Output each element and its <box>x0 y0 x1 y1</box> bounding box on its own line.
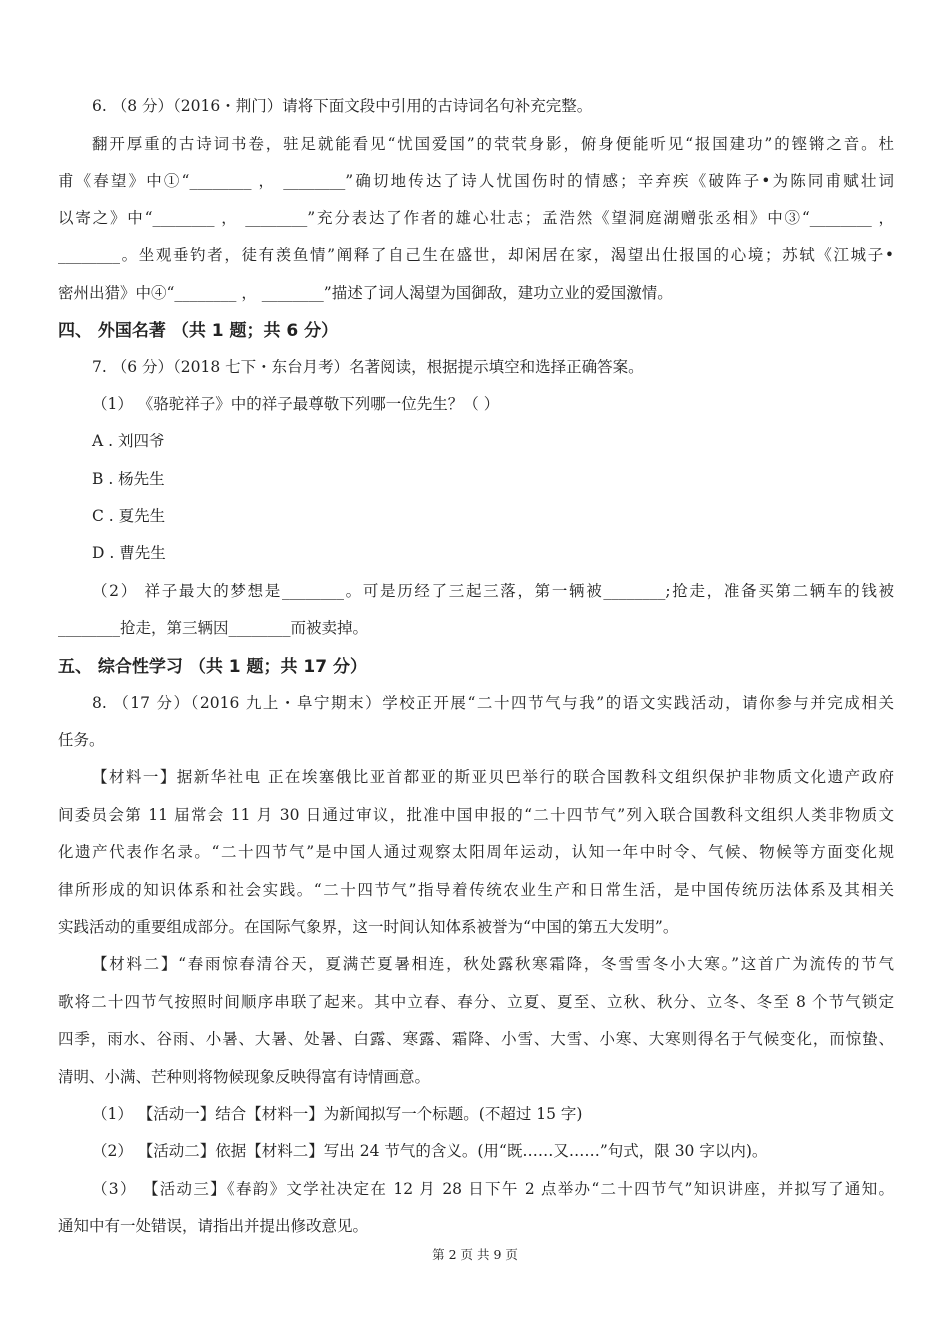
material-1-line: 化遗产代表作名录。“二十四节气”是中国人通过观察太阳周年运动，认知一年中时令、气候、物候等方面变化规 <box>58 843 894 861</box>
question-6-heading: 6. （8 分）（2016・荆门）请将下面文段中引用的古诗词名句补充完整。 <box>92 97 593 115</box>
question-6-line: 密州出猎》中④“________ ， ________”描述了词人渴望为国御敌，建功立业的爱国激情。 <box>58 284 673 302</box>
material-2-line: 四季，雨水、谷雨、小暑、大暑、处暑、白露、寒露、霜降、小雪、大雪、小寒、大寒则得名于气候变化，而惊蛰、 <box>58 1030 894 1048</box>
option-c: C . 夏先生 <box>92 507 166 525</box>
material-2-line: 清明、小满、芒种则将物候现象反映得富有诗情画意。 <box>58 1068 431 1086</box>
option-b: B . 杨先生 <box>92 470 165 488</box>
question-6-line: ________。坐观垂钓者，徒有羡鱼情”阐释了自己生在盛世，却闲居在家，渴望出仕报国的心境；苏轼《江城子• <box>58 246 894 264</box>
question-6-line: 以寄之》中“________ ， ________”充分表达了作者的雄心壮志；孟浩然《望洞庭湖赠张丞相》中③“________ ， <box>58 209 894 227</box>
page-footer: 第 2 页 共 9 页 <box>432 1247 518 1262</box>
question-7-sub-2-cont: ________抢走，第三辆因________而被卖掉。 <box>58 619 369 637</box>
question-6-line: 翻开厚重的古诗词书卷，驻足就能看见“忧国爱国”的茕茕身影，俯身便能听见“报国建功”的铿锵之音。杜 <box>92 135 894 153</box>
activity-3: （3） 【活动三】《春韵》文学社决定在 12 月 28 日下午 2 点举办“二十四节气”知识讲座，并拟写了通知。 <box>92 1180 894 1198</box>
question-6-line: 甫《春望》中①“________ ， ________”确切地传达了诗人忧国伤时的情感；辛弃疾《破阵子•为陈同甫赋壮词 <box>58 172 894 190</box>
activity-1: （1） 【活动一】结合【材料一】为新闻拟写一个标题。(不超过 15 字) <box>92 1105 583 1123</box>
activity-2: （2） 【活动二】依据【材料二】写出 24 节气的含义。(用“既……又……”句式，限 30 字以内)。 <box>92 1142 768 1160</box>
material-1-line: 律所形成的知识体系和社会实践。“二十四节气”指导着传统农业生产和日常生活，是中国传统历法体系及其相关 <box>58 881 894 899</box>
section-4-heading: 四、 外国名著 （共 1 题；共 6 分） <box>58 321 339 341</box>
section-5-heading: 五、 综合性学习 （共 1 题；共 17 分） <box>58 657 367 677</box>
question-8-heading-cont: 任务。 <box>58 731 105 749</box>
material-1-line: 实践活动的重要组成部分。在国际气象界，这一时间认知体系被誉为“中国的第五大发明”。 <box>58 918 679 936</box>
material-1-line: 间委员会第 11 届常会 11 月 30 日通过审议，批准中国申报的“二十四节气”列入联合国教科文组织人类非物质文 <box>58 806 894 824</box>
material-2-line: 【材料二】“春雨惊春清谷天，夏满芒夏暑相连，秋处露秋寒霜降，冬雪雪冬小大寒。”这首广为流传的节气 <box>92 955 894 973</box>
question-7-sub-2: （2） 祥子最大的梦想是________。可是历经了三起三落，第一辆被________;抢走，准备买第二辆车的钱被 <box>92 582 894 600</box>
activity-3-cont: 通知中有一处错误，请指出并提出修改意见。 <box>58 1217 369 1235</box>
question-8-heading: 8. （17 分）（2016 九上・阜宁期末）学校正开展“二十四节气与我”的语文实践活动，请你参与并完成相关 <box>92 694 894 712</box>
option-a: A . 刘四爷 <box>92 432 165 450</box>
material-2-line: 歌将二十四节气按照时间顺序串联了起来。其中立春、春分、立夏、夏至、立秋、秋分、立冬、冬至 8 个节气锁定 <box>58 993 894 1011</box>
question-7-sub-1: （1） 《骆驼祥子》中的祥子最尊敬下列哪一位先生？（ ） <box>92 395 500 413</box>
material-1-line: 【材料一】据新华社电 正在埃塞俄比亚首都亚的斯亚贝巴举行的联合国教科文组织保护非物质文化遗产政府 <box>92 768 894 786</box>
question-7-heading: 7. （6 分）（2018 七下・东台月考）名著阅读，根据提示填空和选择正确答案。 <box>92 358 644 376</box>
option-d: D . 曹先生 <box>92 544 166 562</box>
